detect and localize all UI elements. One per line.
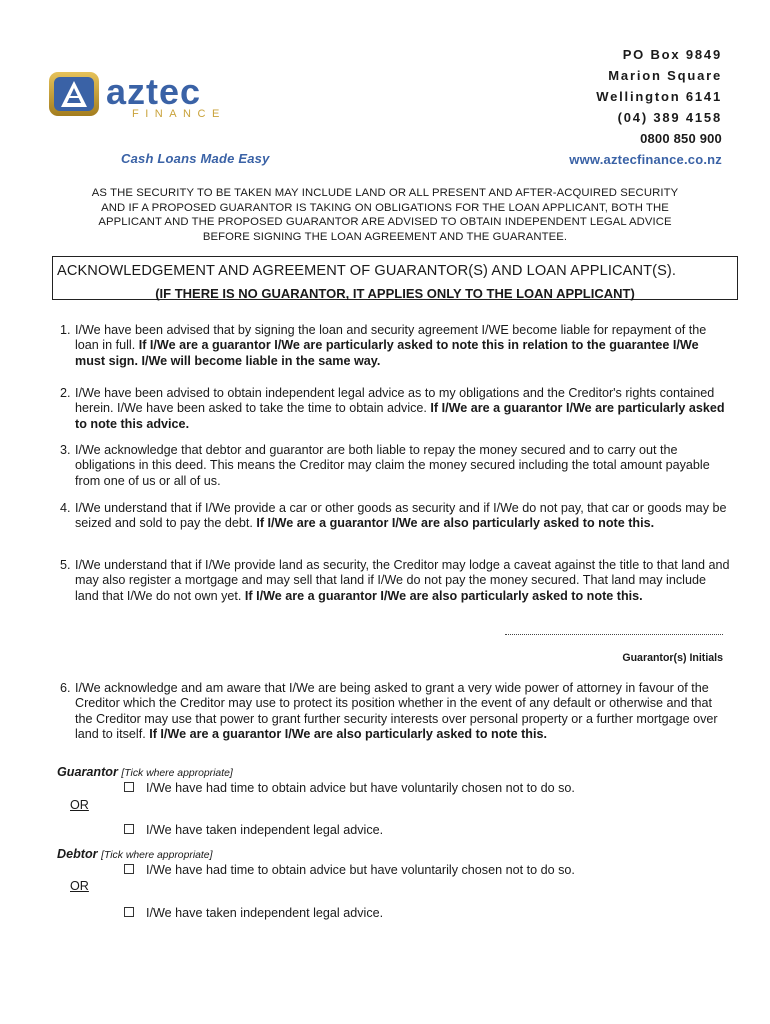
logo-subtitle: FINANCE xyxy=(132,108,226,120)
list-item xyxy=(60,501,730,532)
address-line: Marion Square xyxy=(608,68,722,83)
item-emphasis: If I/We are a guarantor I/We are also particularly asked to note this. xyxy=(244,588,643,603)
warning-line: AS THE SECURITY TO BE TAKEN MAY INCLUDE LAND OR ALL PRESENT AND AFTER-ACQUIRED SECURITY xyxy=(91,187,679,199)
item-emphasis: If I/We are a guarantor I/We are also particularly asked to note this. xyxy=(149,727,547,742)
website-link[interactable]: www.aztecfinance.co.nz xyxy=(569,152,722,167)
tick-hint: [Tick where appropriate] xyxy=(101,850,213,861)
checkbox[interactable] xyxy=(124,864,134,874)
item-number: 4. xyxy=(60,501,71,515)
item-text: I/We have been advised to obtain independent legal advice as to my obligations and the Creditor's rights contained herein. I/We have been asked to take the time to obtain advice. xyxy=(75,386,715,416)
guarantor-option-2[interactable] xyxy=(124,823,383,837)
item-number: 1. xyxy=(60,323,71,337)
legal-warning xyxy=(50,186,720,244)
initials-line[interactable] xyxy=(505,634,723,636)
debtor-option-1[interactable] xyxy=(124,863,575,877)
address-line: Wellington 6141 xyxy=(596,89,722,104)
warning-line: APPLICANT AND THE PROPOSED GUARANTOR ARE ADVISED TO OBTAIN INDEPENDENT LEGAL ADVICE xyxy=(98,216,672,229)
item-text: I/We understand that if I/We provide land as security, the Creditor may lodge a caveat against the title to that land and may also register a mortgage and may sell that land if I/We do not pay the money secured. That land may include land that I/We do not own yet. xyxy=(75,558,730,603)
contact-block xyxy=(569,44,722,170)
warning-line: BEFORE SIGNING THE LOAN AGREEMENT AND THE GUARANTEE. xyxy=(202,230,568,243)
guarantor-heading xyxy=(57,765,233,779)
item-number: 5. xyxy=(60,558,71,572)
list-item xyxy=(60,443,730,489)
logo-wordmark: aztec xyxy=(106,71,202,112)
guarantor-option-1[interactable] xyxy=(124,781,575,795)
debtor-option-2[interactable] xyxy=(124,906,383,920)
item-number: 3. xyxy=(60,443,71,457)
option-label: I/We have had time to obtain advice but have voluntarily chosen not to do so. xyxy=(146,781,575,795)
or-label: OR xyxy=(70,879,89,893)
debtor-heading xyxy=(57,847,212,861)
item-number: 2. xyxy=(60,386,71,400)
warning-line: AND IF A PROPOSED GUARANTOR IS TAKING ON OBLIGATIONS FOR THE LOAN APPLICANT, BOTH THE xyxy=(101,201,669,214)
item-number: 6. xyxy=(60,681,71,695)
aztec-logo xyxy=(46,68,258,124)
checkbox[interactable] xyxy=(124,782,134,792)
tagline: Cash Loans Made Easy xyxy=(121,151,270,166)
freephone-line: 0800 850 900 xyxy=(640,131,722,146)
initials-label: Guarantor(s) Initials xyxy=(622,652,723,664)
list-item xyxy=(60,386,730,432)
acknowledgement-subtitle: (IF THERE IS NO GUARANTOR, IT APPLIES ONLY TO THE LOAN APPLICANT) xyxy=(155,286,635,301)
item-emphasis: If I/We are a guarantor I/We are particularly asked to note this in relation to the guarantee I/We must sign. I/We will become liable in the same way. xyxy=(75,338,699,368)
item-text: I/We have been advised that by signing the loan and security agreement I/WE become liable for repayment of the loan in full. xyxy=(75,323,707,353)
guarantor-label: Guarantor xyxy=(57,765,118,779)
option-label: I/We have taken independent legal advice. xyxy=(146,906,384,920)
item-text: I/We acknowledge and am aware that I/We are being asked to grant a very wide power of attorney in favour of the Creditor which the Creditor may use to protect its position whether in the event of any default or otherwise and that the Creditor may use that power to grant further security interests over personal property or a further mortgage over land to itself. xyxy=(75,681,718,742)
option-label: I/We have taken independent legal advice. xyxy=(146,823,384,837)
tick-hint: [Tick where appropriate] xyxy=(121,768,233,779)
item-text: I/We acknowledge that debtor and guarantor are both liable to repay the money secured and to carry out the obligations in this deed. This means the Creditor may claim the money secured including the total amount payable from one of us or all of us. xyxy=(75,443,710,488)
checkbox[interactable] xyxy=(124,824,134,834)
list-item xyxy=(60,558,730,604)
checkbox[interactable] xyxy=(124,907,134,917)
option-label: I/We have had time to obtain advice but have voluntarily chosen not to do so. xyxy=(146,863,575,877)
debtor-label: Debtor xyxy=(57,847,98,861)
phone-line: (04) 389 4158 xyxy=(617,110,722,125)
item-emphasis: If I/We are a guarantor I/We are also particularly asked to note this. xyxy=(256,516,655,531)
item-emphasis: If I/We are a guarantor I/We are particularly asked to note this advice. xyxy=(75,401,725,431)
list-item xyxy=(60,323,730,369)
list-item xyxy=(60,681,730,743)
or-label: OR xyxy=(70,798,89,812)
address-line: PO Box 9849 xyxy=(622,47,722,62)
item-text: I/We understand that if I/We provide a car or other goods as security and if I/We do not pay, that car or goods may be seized and sold to pay the debt. xyxy=(75,501,727,531)
acknowledgement-title: ACKNOWLEDGEMENT AND AGREEMENT OF GUARANTOR(S) AND LOAN APPLICANT(S). xyxy=(57,263,677,279)
